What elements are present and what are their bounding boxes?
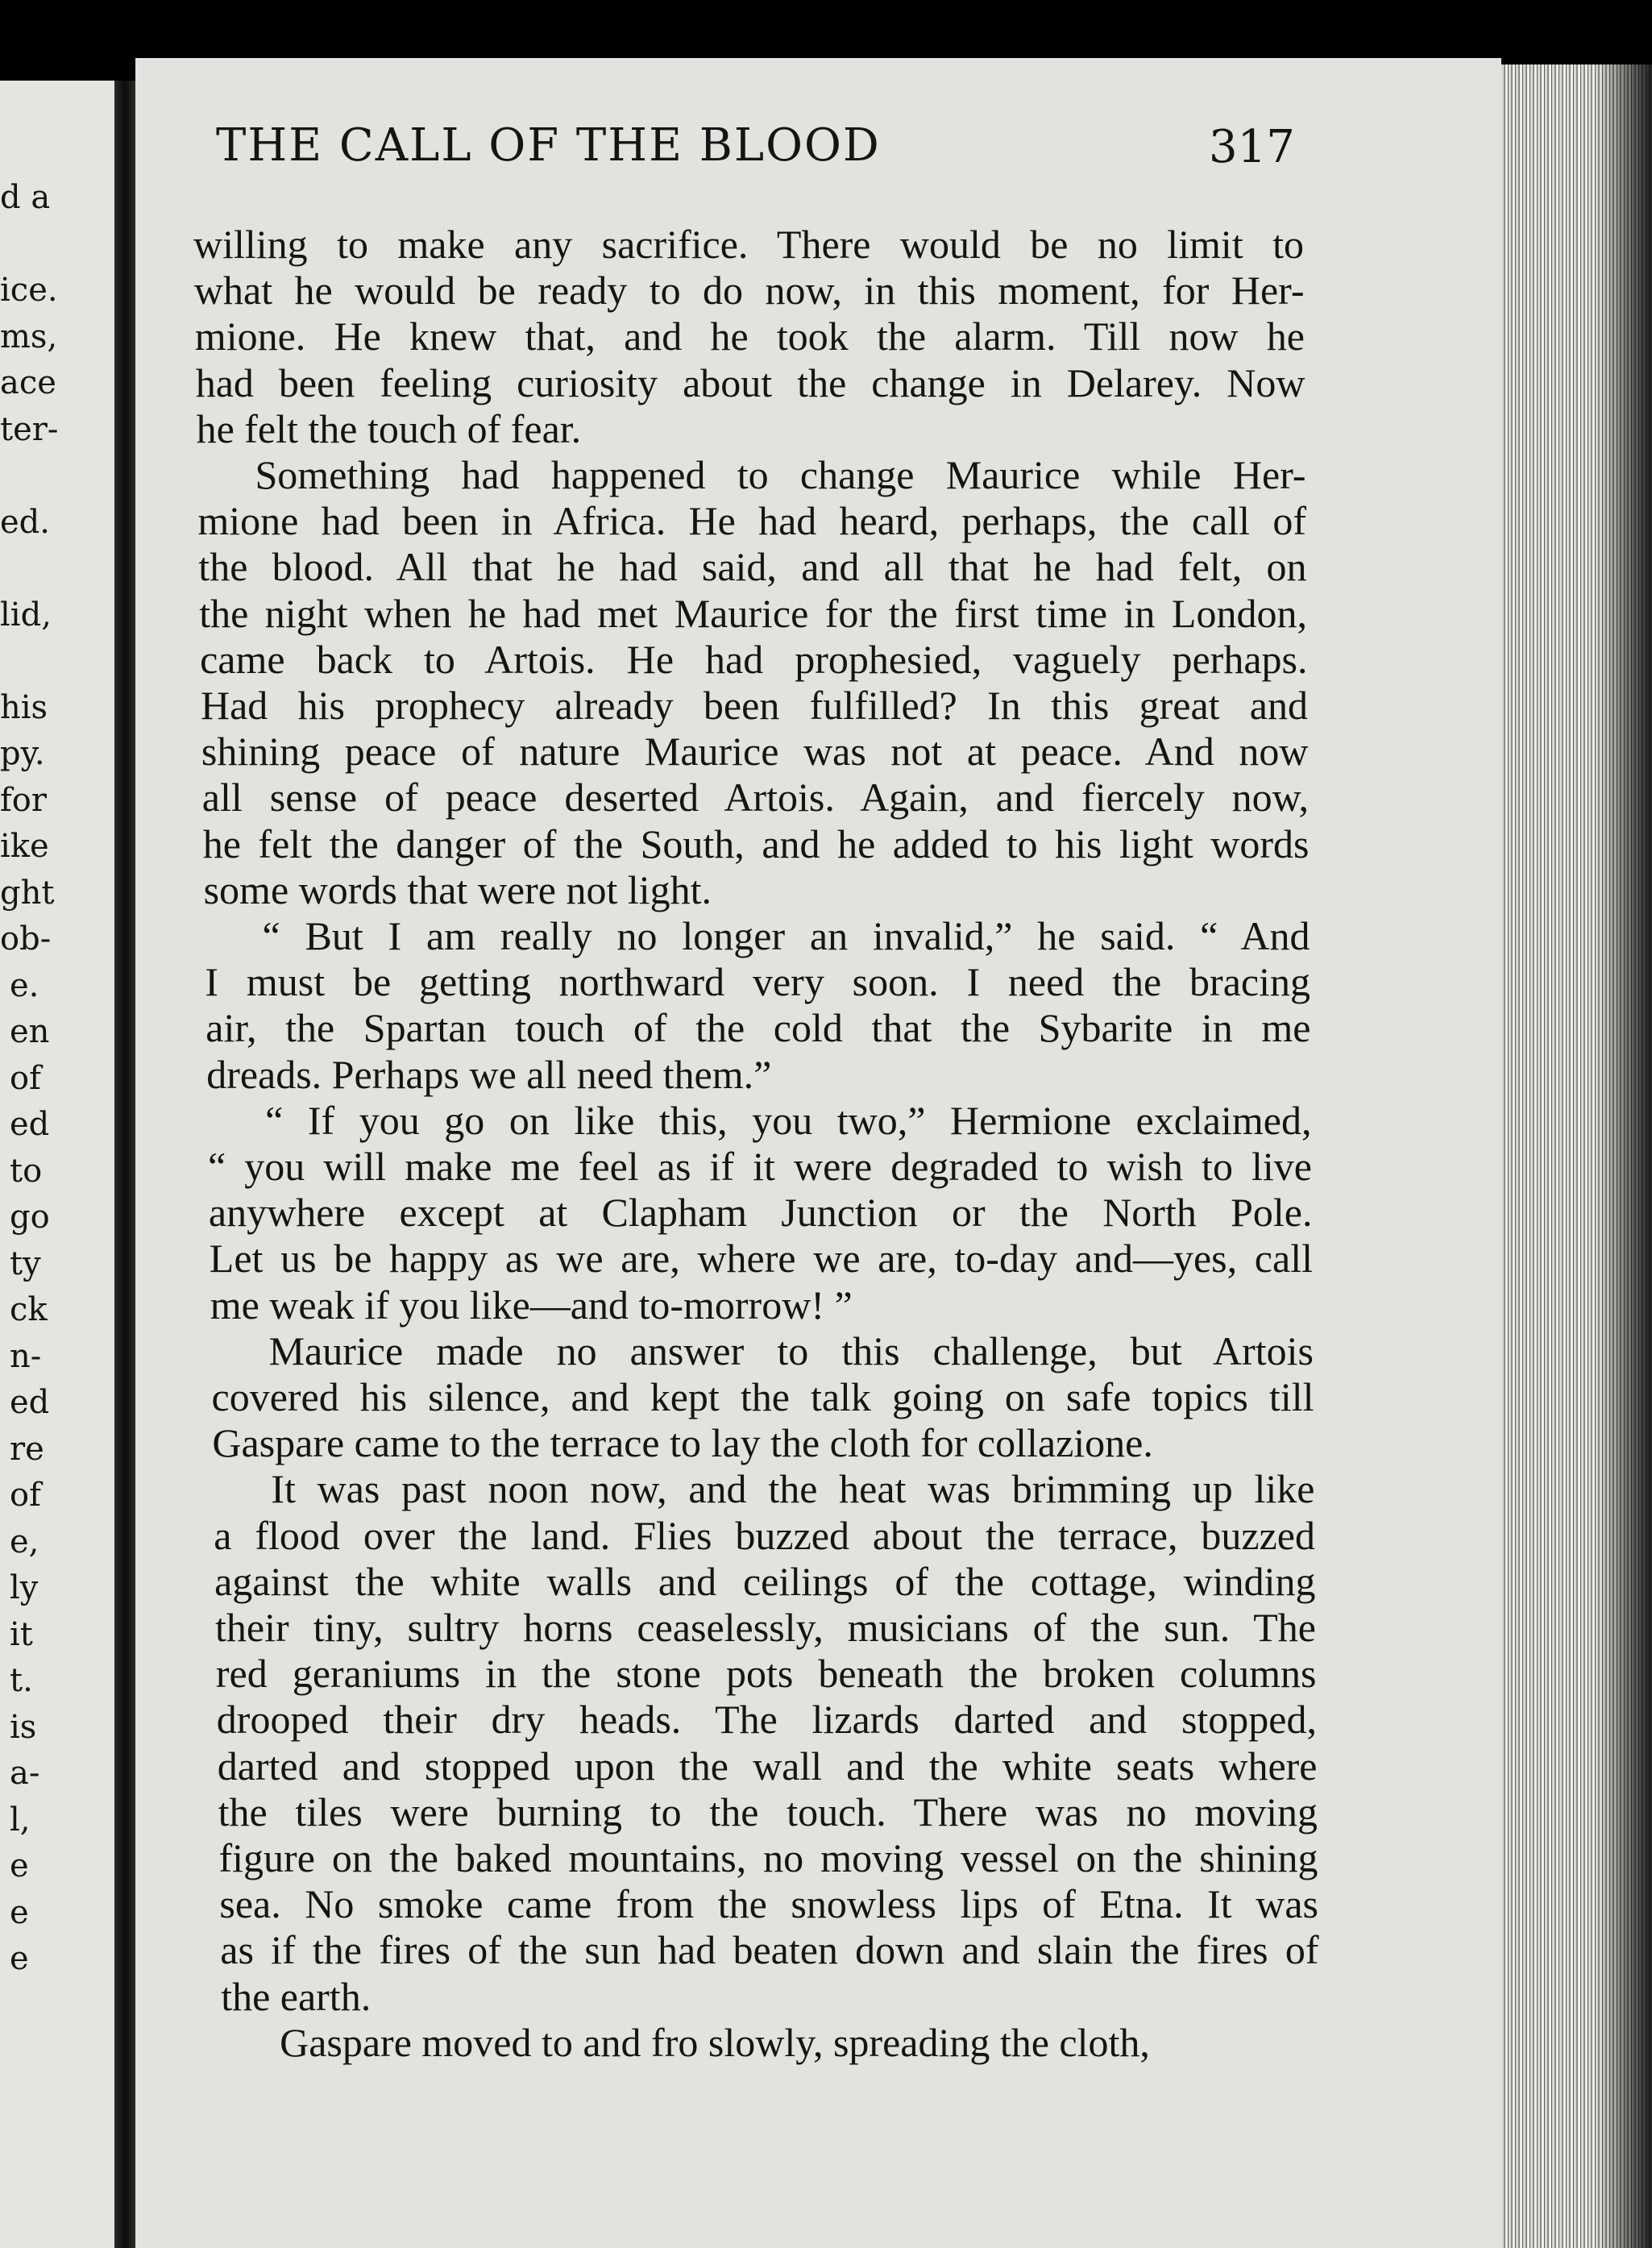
text-line: he felt the danger of the South, and he added to his light words bbox=[202, 821, 1310, 866]
text-line: Let us be happy as we are, where we are, to-day and—yes, call bbox=[209, 1236, 1313, 1282]
text-line: some words that were not light. bbox=[203, 866, 712, 912]
text-line: the earth. bbox=[221, 1973, 371, 2019]
text-line: Something had happened to change Maurice while Her- bbox=[255, 452, 1306, 497]
left-page-text-fragment: ob- bbox=[0, 920, 52, 958]
text-line: “ If you go on like this, you two,” Hermione exclaimed, bbox=[265, 1097, 1312, 1143]
text-line: against the white walls and ceilings of the cottage, winding bbox=[214, 1558, 1316, 1604]
text-line: a flood over the land. Flies buzzed about the terrace, buzzed bbox=[214, 1512, 1315, 1558]
text-line: he felt the touch of fear. bbox=[196, 405, 582, 451]
left-page-text-fragment: lid, bbox=[0, 596, 52, 634]
left-page-text-fragment: l, bbox=[10, 1801, 31, 1839]
left-page-text-fragment: ly bbox=[10, 1569, 39, 1606]
text-line: “ But I am really no longer an invalid,” he said. “ And bbox=[262, 913, 1310, 958]
text-line: shining peace of nature Maurice was not at peace. And now bbox=[201, 729, 1309, 775]
left-page-text-fragment: e. bbox=[10, 966, 39, 1004]
left-page-text-fragment: a- bbox=[10, 1755, 40, 1792]
text-line: red geraniums in the stone pots beneath the broken columns bbox=[215, 1651, 1317, 1697]
left-page-text-fragment: ace bbox=[0, 364, 56, 401]
left-page-text-fragment: for bbox=[0, 781, 48, 819]
text-line: drooped their dry heads. The lizards darted and stopped, bbox=[216, 1697, 1317, 1743]
text-line: me weak if you like—and to-morrow! ” bbox=[210, 1282, 853, 1328]
text-line: the night when he had met Maurice for the first time in London, bbox=[199, 590, 1307, 636]
text-line: It was past noon now, and the heat was brimming up like bbox=[271, 1466, 1315, 1512]
left-page-text-fragment: go bbox=[10, 1199, 50, 1236]
left-page-text-fragment: is bbox=[10, 1708, 37, 1746]
text-line: air, the Spartan touch of the cold that the Sybarite in me bbox=[205, 1005, 1311, 1051]
left-page-text-fragment: py. bbox=[0, 735, 45, 772]
text-line: “ you will make me feel as if it were degraded to wish to live bbox=[208, 1144, 1312, 1189]
left-page-text-fragment: ice. bbox=[0, 272, 58, 309]
page-edges-shadow bbox=[1596, 64, 1652, 2248]
text-line: mione. He knew that, and he took the alarm. Till now he bbox=[194, 314, 1305, 359]
text-line: Gaspare came to the terrace to lay the cloth for collazione. bbox=[212, 1420, 1153, 1466]
left-page-text-fragment: e bbox=[10, 1847, 29, 1884]
left-page-text-fragment: ed. bbox=[0, 503, 50, 541]
book-gutter bbox=[114, 81, 135, 2248]
left-page-text-fragment: ed bbox=[10, 1384, 50, 1421]
left-page-text-fragment: e bbox=[10, 1893, 29, 1931]
left-page-text-fragment: ed bbox=[10, 1106, 50, 1143]
left-page-text-fragment: ike bbox=[0, 828, 49, 865]
running-head: THE CALL OF THE BLOOD bbox=[216, 119, 881, 172]
left-page-text-fragment: ty bbox=[10, 1245, 41, 1282]
left-page-fragment bbox=[0, 81, 114, 2248]
left-page-text-fragment: ght bbox=[0, 874, 55, 912]
text-line: came back to Artois. He had prophesied, vaguely perhaps. bbox=[200, 636, 1308, 682]
text-line: mione had been in Africa. He had heard, perhaps, the call of bbox=[197, 498, 1306, 544]
left-page-text-fragment: n- bbox=[10, 1337, 42, 1375]
text-line: as if the fires of the sun had beaten down and slain the fires of bbox=[220, 1927, 1319, 1973]
left-page-text-fragment: t. bbox=[10, 1662, 33, 1699]
text-line: dreads. Perhaps we all need them.” bbox=[206, 1051, 772, 1097]
text-line: all sense of peace deserted Artois. Again, and fiercely now, bbox=[201, 775, 1309, 821]
left-page-text-fragment: e, bbox=[10, 1523, 39, 1560]
text-line: covered his silence, and kept the talk going on safe topics till bbox=[211, 1374, 1314, 1419]
text-line: figure on the baked mountains, no moving vessel on the shining bbox=[218, 1835, 1318, 1880]
text-line: darted and stopped upon the wall and the white seats where bbox=[217, 1743, 1318, 1789]
text-line: what he would be ready to do now, in this moment, for Her- bbox=[193, 268, 1305, 314]
page-number: 317 bbox=[1209, 121, 1295, 173]
text-line: the tiles were burning to the touch. There was no moving bbox=[218, 1789, 1318, 1835]
left-page-text-fragment: d a bbox=[0, 179, 51, 216]
left-page-text-fragment: e bbox=[10, 1940, 29, 1977]
left-page-text-fragment: to bbox=[10, 1152, 43, 1190]
text-line: their tiny, sultry horns ceaselessly, musicians of the sun. The bbox=[215, 1605, 1316, 1650]
left-page-text-fragment: ck bbox=[10, 1291, 48, 1328]
text-line: I must be getting northward very soon. I need the bracing bbox=[205, 959, 1310, 1005]
text-line: Maurice made no answer to this challenge, but Artois bbox=[268, 1328, 1314, 1373]
left-page-text-fragment: ter- bbox=[0, 410, 59, 448]
text-line: the blood. All that he had said, and all that he had felt, on bbox=[198, 544, 1307, 590]
left-page-text-fragment: of bbox=[10, 1477, 41, 1514]
left-page-text-fragment: re bbox=[10, 1430, 44, 1468]
text-line: willing to make any sacrifice. There would be no limit to bbox=[193, 222, 1304, 267]
text-line: had been feeling curiosity about the change in Delarey. Now bbox=[195, 359, 1305, 405]
left-page-text-fragment: ms, bbox=[0, 318, 58, 355]
text-line: Gaspare moved to and fro slowly, spreading the cloth, bbox=[280, 2019, 1150, 2065]
text-line: sea. No smoke came from the snowless lips of Etna. It was bbox=[219, 1881, 1318, 1927]
text-line: Had his prophecy already been fulfilled? In this great and bbox=[201, 683, 1308, 728]
left-page-text-fragment: it bbox=[10, 1615, 33, 1653]
text-line: anywhere except at Clapham Junction or the North Pole. bbox=[208, 1190, 1313, 1236]
left-page-text-fragment: his bbox=[0, 688, 48, 726]
left-page-text-fragment: en bbox=[10, 1013, 50, 1050]
left-page-text-fragment: of bbox=[10, 1059, 41, 1097]
